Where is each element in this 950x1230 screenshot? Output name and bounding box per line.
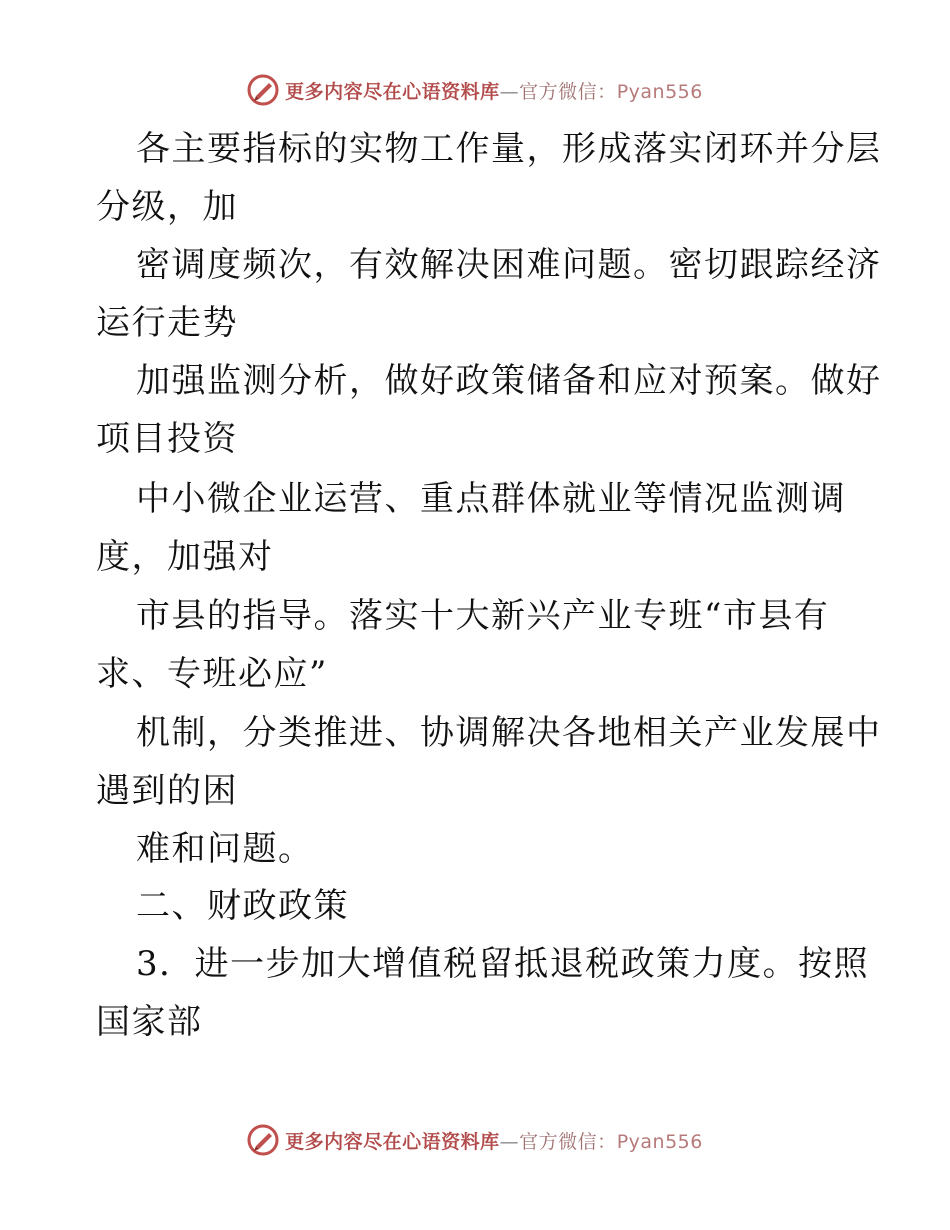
watermark-dash: — <box>499 80 520 103</box>
watermark-contact-label: 官方微信： <box>519 1130 617 1153</box>
section-heading <box>96 877 856 935</box>
paragraph <box>96 587 856 703</box>
paragraph-line: 分级，加 <box>96 187 238 227</box>
paragraph <box>96 120 882 236</box>
paragraph-line: 运行走势 <box>96 303 238 343</box>
watermark-contact-id: Pyan556 <box>616 80 703 103</box>
paragraph <box>96 935 870 1051</box>
paragraph-line: 各主要指标的实物工作量，形成落实闭环并分层 <box>136 129 882 169</box>
paragraph-line: 机制，分类推进、协调解决各地相关产业发展中 <box>136 713 882 753</box>
watermark-contact-id: Pyan556 <box>616 1130 703 1153</box>
paragraph <box>96 352 882 468</box>
paragraph-line: 项目投资 <box>96 419 238 459</box>
watermark-site: 更多内容尽在心语资料库 <box>285 1130 500 1153</box>
paragraph-line: 度，加强对 <box>96 537 274 577</box>
watermark-text <box>285 1127 703 1154</box>
paragraph-line: 密调度频次，有效解决困难问题。密切跟踪经济 <box>136 245 882 285</box>
pen-logo-icon <box>247 1124 279 1156</box>
paragraph-line: 市县的指导。落实十大新兴产业专班“市县有 <box>136 596 830 636</box>
paragraph-line: 遇到的困 <box>96 771 238 811</box>
paragraph-line: 难和问题。 <box>136 829 314 869</box>
footer-watermark <box>0 1120 950 1160</box>
watermark-text <box>285 77 703 104</box>
watermark-site: 更多内容尽在心语资料库 <box>285 80 500 103</box>
paragraph-line: 3．进一步加大增值税留抵退税政策力度。按照 <box>136 944 870 984</box>
paragraph-line: 中小微企业运营、重点群体就业等情况监测调 <box>136 479 846 519</box>
paragraph-line: 国家部 <box>96 1002 203 1042</box>
pen-logo-icon <box>247 74 279 106</box>
watermark-contact-label: 官方微信： <box>519 80 617 103</box>
paragraph-line: 加强监测分析，做好政策储备和应对预案。做好 <box>136 361 882 401</box>
paragraph <box>96 820 856 878</box>
paragraph <box>96 236 882 352</box>
paragraph-line: 求、专班必应” <box>96 654 328 694</box>
section-heading-text: 二、财政政策 <box>136 886 349 926</box>
header-watermark <box>0 70 950 110</box>
paragraph <box>96 704 882 820</box>
watermark-dash: — <box>499 1130 520 1153</box>
paragraph <box>96 470 856 586</box>
